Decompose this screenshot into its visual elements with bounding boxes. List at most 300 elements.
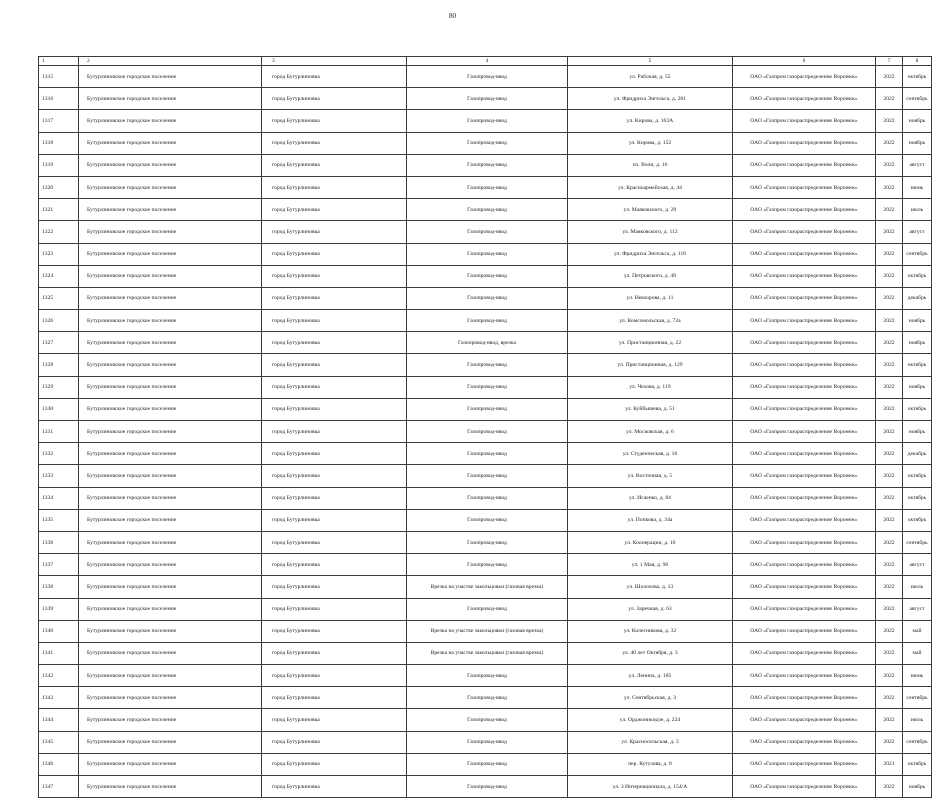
object-cell: Газопровод-ввод xyxy=(407,176,568,198)
address-cell: ул. Красносельская, д. 3 xyxy=(568,731,733,753)
settlement-cell: Бутурлиновское городское поселение xyxy=(79,310,262,332)
object-cell: Газопровод-ввод xyxy=(407,154,568,176)
locality-cell: город Бутурлиновка xyxy=(262,465,407,487)
settlement-cell: Бутурлиновское городское поселение xyxy=(79,398,262,420)
object-cell: Газопровод-ввод xyxy=(407,531,568,553)
locality-cell: город Бутурлиновка xyxy=(262,487,407,509)
object-cell: Газопровод-ввод xyxy=(407,776,568,798)
year-cell: 2022 xyxy=(876,620,903,642)
year-cell: 2022 xyxy=(876,443,903,465)
table-row xyxy=(39,221,932,243)
settlement-cell: Бутурлиновское городское поселение xyxy=(79,66,262,88)
row-number-cell: 1329 xyxy=(39,376,79,398)
settlement-cell: Бутурлиновское городское поселение xyxy=(79,132,262,154)
year-cell: 2022 xyxy=(876,421,903,443)
locality-cell: город Бутурлиновка xyxy=(262,376,407,398)
object-cell: Газопровод-ввод xyxy=(407,310,568,332)
row-number-cell: 1345 xyxy=(39,731,79,753)
locality-cell: город Бутурлиновка xyxy=(262,154,407,176)
table-row xyxy=(39,531,932,553)
table-row xyxy=(39,731,932,753)
settlement-cell: Бутурлиновское городское поселение xyxy=(79,554,262,576)
locality-cell: город Бутурлиновка xyxy=(262,731,407,753)
table-row xyxy=(39,310,932,332)
locality-cell: город Бутурлиновка xyxy=(262,287,407,309)
month-cell: ноябрь xyxy=(903,376,932,398)
locality-cell: город Бутурлиновка xyxy=(262,265,407,287)
locality-cell: город Бутурлиновка xyxy=(262,332,407,354)
address-cell: ул. Восточная, д. 5 xyxy=(568,465,733,487)
table-row xyxy=(39,287,932,309)
row-number-cell: 1332 xyxy=(39,443,79,465)
settlement-cell: Бутурлиновское городское поселение xyxy=(79,354,262,376)
column-header: 1 xyxy=(39,57,79,66)
row-number-cell: 1318 xyxy=(39,132,79,154)
address-cell: ул. Фридриха Энгельса, д. 201 xyxy=(568,88,733,110)
object-cell: Газопровод-ввод xyxy=(407,731,568,753)
address-cell: ул. Колесникова, д. 32 xyxy=(568,620,733,642)
row-number-cell: 1323 xyxy=(39,243,79,265)
row-number-cell: 1347 xyxy=(39,776,79,798)
locality-cell: город Бутурлиновка xyxy=(262,665,407,687)
object-cell: Газопровод-ввод xyxy=(407,443,568,465)
organization-cell: ОАО «Газпром газораспределение Воронеж» xyxy=(733,776,876,798)
table-row xyxy=(39,665,932,687)
locality-cell: город Бутурлиновка xyxy=(262,576,407,598)
object-cell: Газопровод-ввод xyxy=(407,221,568,243)
month-cell: июль xyxy=(903,199,932,221)
locality-cell: город Бутурлиновка xyxy=(262,199,407,221)
object-cell: Врезка на участке закольцовки (газовая врезка) xyxy=(407,642,568,664)
organization-cell: ОАО «Газпром газораспределение Воронеж» xyxy=(733,66,876,88)
settlement-cell: Бутурлиновское городское поселение xyxy=(79,443,262,465)
column-number-row xyxy=(39,57,932,66)
address-cell: ул. Ленина, д. 185 xyxy=(568,665,733,687)
row-number-cell: 1340 xyxy=(39,620,79,642)
locality-cell: город Бутурлиновка xyxy=(262,221,407,243)
row-number-cell: 1327 xyxy=(39,332,79,354)
year-cell: 2022 xyxy=(876,310,903,332)
settlement-cell: Бутурлиновское городское поселение xyxy=(79,642,262,664)
table-row xyxy=(39,66,932,88)
address-cell: ул. 40 лет Октября, д. 3 xyxy=(568,642,733,664)
month-cell: октябрь xyxy=(903,354,932,376)
address-cell: ул. Кирова, д. 152 xyxy=(568,132,733,154)
row-number-cell: 1333 xyxy=(39,465,79,487)
address-cell: ул. Кирова, д. 163А xyxy=(568,110,733,132)
row-number-cell: 1328 xyxy=(39,354,79,376)
settlement-cell: Бутурлиновское городское поселение xyxy=(79,110,262,132)
settlement-cell: Бутурлиновское городское поселение xyxy=(79,465,262,487)
year-cell: 2022 xyxy=(876,110,903,132)
settlement-cell: Бутурлиновское городское поселение xyxy=(79,487,262,509)
year-cell: 2022 xyxy=(876,243,903,265)
settlement-cell: Бутурлиновское городское поселение xyxy=(79,731,262,753)
month-cell: июль xyxy=(903,709,932,731)
address-cell: пер. Кутузова, д. 8 xyxy=(568,753,733,775)
table-row xyxy=(39,642,932,664)
address-cell: ул. Шолохова, д. 13 xyxy=(568,576,733,598)
row-number-cell: 1343 xyxy=(39,687,79,709)
organization-cell: ОАО «Газпром газораспределение Воронеж» xyxy=(733,554,876,576)
object-cell: Газопровод-ввод xyxy=(407,465,568,487)
object-cell: Газопровод-ввод xyxy=(407,665,568,687)
table-row xyxy=(39,620,932,642)
locality-cell: город Бутурлиновка xyxy=(262,243,407,265)
table-row xyxy=(39,154,932,176)
year-cell: 2022 xyxy=(876,509,903,531)
month-cell: октябрь xyxy=(903,753,932,775)
row-number-cell: 1322 xyxy=(39,221,79,243)
month-cell: август xyxy=(903,598,932,620)
address-cell: ул. Студенческая, д. 16 xyxy=(568,443,733,465)
column-header: 4 xyxy=(407,57,568,66)
organization-cell: ОАО «Газпром газораспределение Воронеж» xyxy=(733,465,876,487)
row-number-cell: 1339 xyxy=(39,598,79,620)
year-cell: 2022 xyxy=(876,376,903,398)
month-cell: ноябрь xyxy=(903,132,932,154)
address-cell: ул. Чехова, д. 119 xyxy=(568,376,733,398)
organization-cell: ОАО «Газпром газораспределение Воронеж» xyxy=(733,354,876,376)
organization-cell: ОАО «Газпром газораспределение Воронеж» xyxy=(733,176,876,198)
month-cell: октябрь xyxy=(903,66,932,88)
organization-cell: ОАО «Газпром газораспределение Воронеж» xyxy=(733,709,876,731)
table-row xyxy=(39,176,932,198)
year-cell: 2022 xyxy=(876,487,903,509)
month-cell: август xyxy=(903,221,932,243)
month-cell: май xyxy=(903,642,932,664)
table-row xyxy=(39,332,932,354)
organization-cell: ОАО «Газпром газораспределение Воронеж» xyxy=(733,88,876,110)
table-row xyxy=(39,465,932,487)
settlement-cell: Бутурлиновское городское поселение xyxy=(79,753,262,775)
settlement-cell: Бутурлиновское городское поселение xyxy=(79,265,262,287)
year-cell: 2022 xyxy=(876,354,903,376)
column-header: 5 xyxy=(568,57,733,66)
month-cell: июль xyxy=(903,576,932,598)
column-header: 2 xyxy=(79,57,262,66)
month-cell: декабрь xyxy=(903,443,932,465)
table-row xyxy=(39,199,932,221)
year-cell: 2022 xyxy=(876,88,903,110)
settlement-cell: Бутурлиновское городское поселение xyxy=(79,199,262,221)
table-row xyxy=(39,354,932,376)
year-cell: 2022 xyxy=(876,665,903,687)
table-row xyxy=(39,487,932,509)
year-cell: 2022 xyxy=(876,576,903,598)
organization-cell: ОАО «Газпром газораспределение Воронеж» xyxy=(733,620,876,642)
month-cell: август xyxy=(903,154,932,176)
page-number: 80 xyxy=(449,12,456,20)
locality-cell: город Бутурлиновка xyxy=(262,354,407,376)
table-row xyxy=(39,421,932,443)
table-row xyxy=(39,509,932,531)
organization-cell: ОАО «Газпром газораспределение Воронеж» xyxy=(733,665,876,687)
month-cell: ноябрь xyxy=(903,776,932,798)
column-header: 7 xyxy=(876,57,903,66)
address-cell: ул. Комсомольская, д. 72а xyxy=(568,310,733,332)
address-cell: ул. Исаенко, д. 84 xyxy=(568,487,733,509)
year-cell: 2022 xyxy=(876,176,903,198)
year-cell: 2022 xyxy=(876,731,903,753)
row-number-cell: 1315 xyxy=(39,66,79,88)
address-cell: ул. Московская, д. 6 xyxy=(568,421,733,443)
row-number-cell: 1316 xyxy=(39,88,79,110)
row-number-cell: 1338 xyxy=(39,576,79,598)
organization-cell: ОАО «Газпром газораспределение Воронеж» xyxy=(733,598,876,620)
row-number-cell: 1320 xyxy=(39,176,79,198)
month-cell: декабрь xyxy=(903,287,932,309)
row-number-cell: 1336 xyxy=(39,531,79,553)
year-cell: 2022 xyxy=(876,199,903,221)
organization-cell: ОАО «Газпром газораспределение Воронеж» xyxy=(733,731,876,753)
address-cell: пл. Воли, д. 16 xyxy=(568,154,733,176)
settlement-cell: Бутурлиновское городское поселение xyxy=(79,531,262,553)
month-cell: май xyxy=(903,620,932,642)
year-cell: 2022 xyxy=(876,287,903,309)
organization-cell: ОАО «Газпром газораспределение Воронеж» xyxy=(733,310,876,332)
settlement-cell: Бутурлиновское городское поселение xyxy=(79,687,262,709)
month-cell: октябрь xyxy=(903,509,932,531)
object-cell: Газопровод-ввод, врезка xyxy=(407,332,568,354)
locality-cell: город Бутурлиновка xyxy=(262,421,407,443)
settlement-cell: Бутурлиновское городское поселение xyxy=(79,598,262,620)
table-header xyxy=(39,57,932,66)
address-cell: ул. Рабочая, д. 55 xyxy=(568,66,733,88)
year-cell: 2022 xyxy=(876,554,903,576)
address-cell: ул. Маяковского, д. 112 xyxy=(568,221,733,243)
gas-pipeline-table xyxy=(38,56,932,798)
month-cell: ноябрь xyxy=(903,332,932,354)
year-cell: 2022 xyxy=(876,465,903,487)
address-cell: ул. Красноармейская, д. 44 xyxy=(568,176,733,198)
address-cell: ул. Попкова, д. 34а xyxy=(568,509,733,531)
organization-cell: ОАО «Газпром газораспределение Воронеж» xyxy=(733,443,876,465)
locality-cell: город Бутурлиновка xyxy=(262,709,407,731)
year-cell: 2022 xyxy=(876,531,903,553)
month-cell: август xyxy=(903,554,932,576)
object-cell: Газопровод-ввод xyxy=(407,398,568,420)
locality-cell: город Бутурлиновка xyxy=(262,509,407,531)
year-cell: 2022 xyxy=(876,66,903,88)
table-row xyxy=(39,576,932,598)
organization-cell: ОАО «Газпром газораспределение Воронеж» xyxy=(733,576,876,598)
table-row xyxy=(39,265,932,287)
month-cell: сентябрь xyxy=(903,687,932,709)
object-cell: Газопровод-ввод xyxy=(407,354,568,376)
locality-cell: город Бутурлиновка xyxy=(262,88,407,110)
row-number-cell: 1335 xyxy=(39,509,79,531)
month-cell: июнь xyxy=(903,665,932,687)
organization-cell: ОАО «Газпром газораспределение Воронеж» xyxy=(733,199,876,221)
year-cell: 2022 xyxy=(876,132,903,154)
organization-cell: ОАО «Газпром газораспределение Воронеж» xyxy=(733,287,876,309)
month-cell: сентябрь xyxy=(903,88,932,110)
locality-cell: город Бутурлиновка xyxy=(262,398,407,420)
column-header: 8 xyxy=(903,57,932,66)
row-number-cell: 1325 xyxy=(39,287,79,309)
month-cell: июнь xyxy=(903,176,932,198)
object-cell: Газопровод-ввод xyxy=(407,265,568,287)
table-row xyxy=(39,753,932,775)
row-number-cell: 1330 xyxy=(39,398,79,420)
address-cell: ул. 3 Интернационала, д. 154/А xyxy=(568,776,733,798)
settlement-cell: Бутурлиновское городское поселение xyxy=(79,88,262,110)
object-cell: Врезка на участке закольцовки (газовая врезка) xyxy=(407,620,568,642)
address-cell: ул. 1 Мая, д. 96 xyxy=(568,554,733,576)
locality-cell: город Бутурлиновка xyxy=(262,753,407,775)
settlement-cell: Бутурлиновское городское поселение xyxy=(79,332,262,354)
organization-cell: ОАО «Газпром газораспределение Воронеж» xyxy=(733,531,876,553)
organization-cell: ОАО «Газпром газораспределение Воронеж» xyxy=(733,398,876,420)
address-cell: ул. Невзорова, д. 11 xyxy=(568,287,733,309)
locality-cell: город Бутурлиновка xyxy=(262,687,407,709)
locality-cell: город Бутурлиновка xyxy=(262,66,407,88)
row-number-cell: 1326 xyxy=(39,310,79,332)
object-cell: Газопровод-ввод xyxy=(407,199,568,221)
settlement-cell: Бутурлиновское городское поселение xyxy=(79,221,262,243)
settlement-cell: Бутурлиновское городское поселение xyxy=(79,154,262,176)
settlement-cell: Бутурлиновское городское поселение xyxy=(79,421,262,443)
settlement-cell: Бутурлиновское городское поселение xyxy=(79,176,262,198)
settlement-cell: Бутурлиновское городское поселение xyxy=(79,709,262,731)
year-cell: 2022 xyxy=(876,398,903,420)
organization-cell: ОАО «Газпром газораспределение Воронеж» xyxy=(733,332,876,354)
month-cell: сентябрь xyxy=(903,531,932,553)
organization-cell: ОАО «Газпром газораспределение Воронеж» xyxy=(733,376,876,398)
object-cell: Газопровод-ввод xyxy=(407,287,568,309)
table-row xyxy=(39,88,932,110)
row-number-cell: 1319 xyxy=(39,154,79,176)
row-number-cell: 1317 xyxy=(39,110,79,132)
settlement-cell: Бутурлиновское городское поселение xyxy=(79,620,262,642)
month-cell: сентябрь xyxy=(903,731,932,753)
row-number-cell: 1324 xyxy=(39,265,79,287)
locality-cell: город Бутурлиновка xyxy=(262,176,407,198)
object-cell: Газопровод-ввод xyxy=(407,132,568,154)
locality-cell: город Бутурлиновка xyxy=(262,642,407,664)
year-cell: 2022 xyxy=(876,642,903,664)
month-cell: ноябрь xyxy=(903,110,932,132)
table-row xyxy=(39,709,932,731)
row-number-cell: 1342 xyxy=(39,665,79,687)
organization-cell: ОАО «Газпром газораспределение Воронеж» xyxy=(733,753,876,775)
month-cell: ноябрь xyxy=(903,310,932,332)
month-cell: октябрь xyxy=(903,398,932,420)
locality-cell: город Бутурлиновка xyxy=(262,620,407,642)
object-cell: Газопровод-ввод xyxy=(407,376,568,398)
address-cell: ул. Орджоникидзе, д. 224 xyxy=(568,709,733,731)
object-cell: Газопровод-ввод xyxy=(407,487,568,509)
settlement-cell: Бутурлиновское городское поселение xyxy=(79,665,262,687)
organization-cell: ОАО «Газпром газораспределение Воронеж» xyxy=(733,154,876,176)
table-row xyxy=(39,132,932,154)
settlement-cell: Бутурлиновское городское поселение xyxy=(79,509,262,531)
organization-cell: ОАО «Газпром газораспределение Воронеж» xyxy=(733,221,876,243)
year-cell: 2022 xyxy=(876,221,903,243)
row-number-cell: 1337 xyxy=(39,554,79,576)
object-cell: Газопровод-ввод xyxy=(407,88,568,110)
object-cell: Газопровод-ввод xyxy=(407,243,568,265)
locality-cell: город Бутурлиновка xyxy=(262,531,407,553)
object-cell: Газопровод-ввод xyxy=(407,687,568,709)
object-cell: Газопровод-ввод xyxy=(407,66,568,88)
year-cell: 2022 xyxy=(876,265,903,287)
row-number-cell: 1344 xyxy=(39,709,79,731)
locality-cell: город Бутурлиновка xyxy=(262,110,407,132)
year-cell: 2021 xyxy=(876,753,903,775)
row-number-cell: 1321 xyxy=(39,199,79,221)
table-row xyxy=(39,243,932,265)
row-number-cell: 1334 xyxy=(39,487,79,509)
settlement-cell: Бутурлиновское городское поселение xyxy=(79,287,262,309)
table-row xyxy=(39,376,932,398)
year-cell: 2022 xyxy=(876,332,903,354)
locality-cell: город Бутурлиновка xyxy=(262,132,407,154)
row-number-cell: 1341 xyxy=(39,642,79,664)
settlement-cell: Бутурлиновское городское поселение xyxy=(79,243,262,265)
locality-cell: город Бутурлиновка xyxy=(262,776,407,798)
month-cell: октябрь xyxy=(903,487,932,509)
organization-cell: ОАО «Газпром газораспределение Воронеж» xyxy=(733,132,876,154)
locality-cell: город Бутурлиновка xyxy=(262,443,407,465)
table-row xyxy=(39,598,932,620)
settlement-cell: Бутурлиновское городское поселение xyxy=(79,776,262,798)
month-cell: сентябрь xyxy=(903,243,932,265)
organization-cell: ОАО «Газпром газораспределение Воронеж» xyxy=(733,642,876,664)
object-cell: Газопровод-ввод xyxy=(407,509,568,531)
address-cell: ул. Сентябрьская, д. 3 xyxy=(568,687,733,709)
table-row xyxy=(39,554,932,576)
address-cell: ул. Фридриха Энгельса, д. 118 xyxy=(568,243,733,265)
organization-cell: ОАО «Газпром газораспределение Воронеж» xyxy=(733,265,876,287)
year-cell: 2022 xyxy=(876,598,903,620)
year-cell: 2022 xyxy=(876,687,903,709)
address-cell: ул. Кооперации, д. 10 xyxy=(568,531,733,553)
year-cell: 2022 xyxy=(876,709,903,731)
row-number-cell: 1346 xyxy=(39,753,79,775)
month-cell: октябрь xyxy=(903,265,932,287)
address-cell: ул. Куйбышева, д. 51 xyxy=(568,398,733,420)
table-body xyxy=(39,66,932,798)
year-cell: 2022 xyxy=(876,154,903,176)
month-cell: ноябрь xyxy=(903,421,932,443)
column-header: 3 xyxy=(262,57,407,66)
year-cell: 2022 xyxy=(876,776,903,798)
table-row xyxy=(39,687,932,709)
table-row xyxy=(39,398,932,420)
address-cell: ул. Петровского, д. 48 xyxy=(568,265,733,287)
settlement-cell: Бутурлиновское городское поселение xyxy=(79,376,262,398)
locality-cell: город Бутурлиновка xyxy=(262,598,407,620)
organization-cell: ОАО «Газпром газораспределение Воронеж» xyxy=(733,110,876,132)
table-row xyxy=(39,110,932,132)
table-row xyxy=(39,443,932,465)
organization-cell: ОАО «Газпром газораспределение Воронеж» xyxy=(733,243,876,265)
organization-cell: ОАО «Газпром газораспределение Воронеж» xyxy=(733,421,876,443)
organization-cell: ОАО «Газпром газораспределение Воронеж» xyxy=(733,687,876,709)
object-cell: Газопровод-ввод xyxy=(407,554,568,576)
address-cell: ул. Пристанционная, д. 22 xyxy=(568,332,733,354)
settlement-cell: Бутурлиновское городское поселение xyxy=(79,576,262,598)
object-cell: Газопровод-ввод xyxy=(407,753,568,775)
table-row xyxy=(39,776,932,798)
address-cell: ул. Пристанционная, д. 129 xyxy=(568,354,733,376)
month-cell: октябрь xyxy=(903,465,932,487)
column-header: 6 xyxy=(733,57,876,66)
object-cell: Врезка на участке закольцовки (газовая врезка) xyxy=(407,576,568,598)
object-cell: Газопровод-ввод xyxy=(407,709,568,731)
